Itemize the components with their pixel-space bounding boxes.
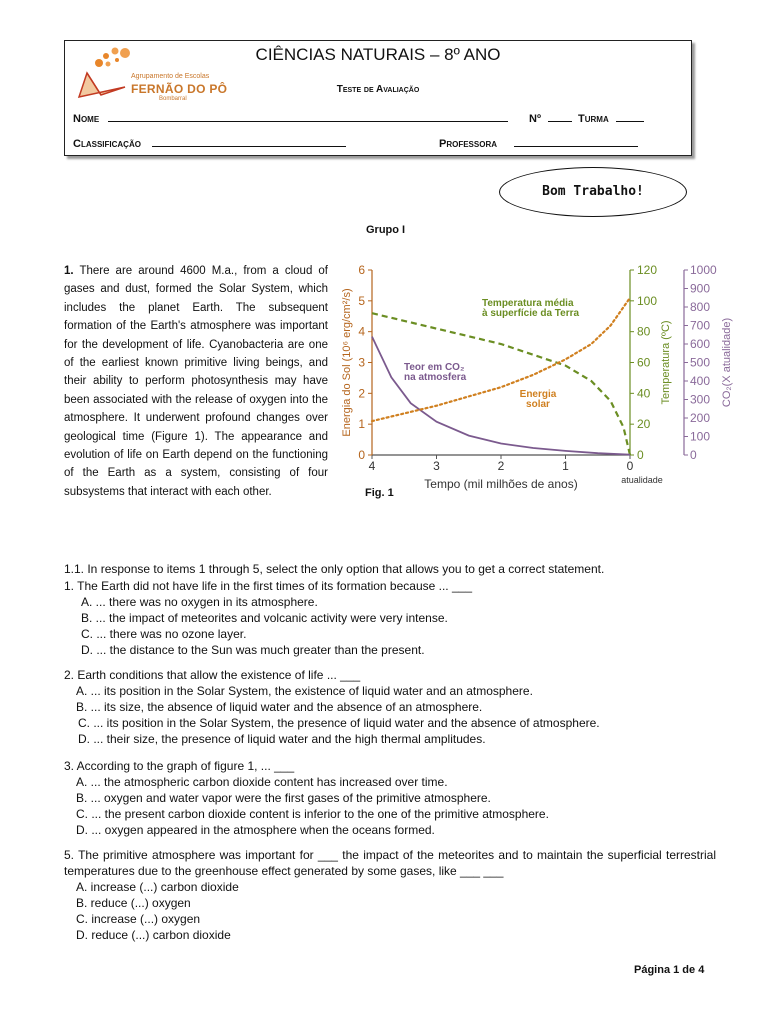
temp-tick-label: 120 [637, 263, 658, 277]
question-1-stem: 1. The Earth did not have life in the first times of its formation because ... ___ [64, 579, 472, 593]
header-box [64, 40, 692, 156]
intro-number: 1. [64, 265, 74, 277]
sun-tick-label: 5 [358, 293, 365, 308]
co2-axis-title: CO₂(X atualidade) [721, 317, 733, 408]
temp-tick-label: 20 [637, 417, 651, 432]
q2-option-a[interactable]: A. ... its position in the Solar System, the existence of liquid water and an atmosphere. [76, 684, 533, 698]
solar-series-label: Energia [519, 389, 557, 400]
co2-tick-label: 100 [690, 429, 711, 444]
sun-axis-title: Energia do Sol (10⁶ erg/cm²/s) [341, 288, 353, 437]
document-subtitle: Teste de Avaliação [336, 84, 420, 95]
question-2-stem: 2. Earth conditions that allow the existence of life ... ___ [64, 668, 361, 682]
grade-label: Classificação [73, 138, 141, 150]
co2-tick-label: 300 [690, 392, 711, 407]
class-label: Turma [578, 113, 609, 125]
co2-tick-label: 500 [690, 355, 711, 370]
q1-option-b[interactable]: B. ... the impact of meteorites and volcanic activity were very intense. [81, 611, 448, 625]
q5-option-d[interactable]: D. reduce (...) carbon dioxide [76, 928, 231, 942]
temp-tick-label: 0 [637, 448, 644, 462]
q1-option-a[interactable]: A. ... there was no oxygen in its atmosphere. [81, 595, 318, 609]
teacher-blank[interactable] [514, 137, 638, 147]
q5-option-a[interactable]: A. increase (...) carbon dioxide [76, 880, 239, 894]
q5-option-c[interactable]: C. increase (...) oxygen [76, 912, 201, 926]
intro-text: There are around 4600 M.a., from a cloud of gases and dust, formed the Solar System, which includes the planet Earth. The subsequent formation of the Earth's atmosphere was important for the development of life. Cyanobacteria are one of the earliest known primitive living beings, and their ability to perform photosynthesis may have been associated with the release of oxygen into the atmosphere. It underwent profound changes over geological time (Figure 1). The appearance and evolution of life on Earth depend on the functioning of the Earth as a system, consisting of four subsystems that interact with each other. [64, 265, 328, 498]
name-label: Nome [73, 113, 100, 125]
q3-option-a[interactable]: A. ... the atmospheric carbon dioxide content has increased over time. [76, 775, 448, 789]
logo-line2: FERNÃO DO PÔ [131, 82, 228, 96]
teacher-field[interactable] [439, 137, 638, 150]
name-field[interactable] [73, 112, 508, 125]
grade-blank[interactable] [152, 137, 346, 147]
teacher-label: Professora [439, 138, 498, 150]
document-title: CIÊNCIAS NATURAIS – 8º ANO [255, 45, 501, 64]
co2-tick-label: 1000 [690, 263, 717, 277]
question-3-stem: 3. According to the graph of figure 1, ... ___ [64, 759, 295, 773]
temp-tick-label: 60 [637, 355, 651, 370]
question-instruction: 1.1. In response to items 1 through 5, select the only option that allows you to get a correct statement. [64, 562, 605, 576]
temperature-series-label: Temperatura média [482, 298, 574, 309]
temp-axis-title: Temperatura (ºC) [660, 320, 672, 405]
solar-series-label: solar [526, 399, 550, 410]
sun-tick-label: 6 [358, 263, 365, 277]
grade-field[interactable] [73, 137, 346, 150]
q2-option-c[interactable]: C. ... its position in the Solar System, the presence of liquid water and the absence of atmosphere. [78, 716, 600, 730]
co2-tick-label: 800 [690, 300, 711, 314]
figure-caption: Fig. 1 [365, 487, 394, 499]
greeting-ellipse [499, 167, 687, 217]
intro-paragraph [64, 262, 328, 501]
figure-1-chart [334, 258, 734, 498]
number-blank[interactable] [548, 112, 572, 122]
logo-line1: Agrupamento de Escolas [131, 73, 210, 80]
page-number: Página 1 de 4 [634, 964, 705, 976]
number-field[interactable] [529, 112, 572, 125]
q3-option-c[interactable]: C. ... the present carbon dioxide content is inferior to the one of the primitive atmosphere. [76, 807, 549, 821]
temp-tick-label: 40 [637, 386, 651, 401]
question-5-stem: 5. The primitive atmosphere was important for ___ the impact of the meteorites and to maintain the superficial terrestrial temperatures due to the greenhouse effect generated by some gases, like ___ ___ [64, 848, 716, 878]
co2-series-label: Teor em CO₂ [404, 362, 465, 373]
temperature-series-label: à superfície da Terra [482, 308, 580, 319]
chart-labels [404, 298, 580, 410]
co2-tick-label: 600 [690, 337, 711, 351]
co2-series-label: na atmosfera [404, 372, 467, 383]
class-field[interactable] [578, 112, 644, 125]
class-blank[interactable] [616, 112, 644, 122]
question-1 [64, 578, 472, 658]
question-5 [64, 879, 239, 943]
x-tick-label: 3 [433, 459, 440, 473]
question-3 [64, 758, 549, 838]
q1-option-c[interactable]: C. ... there was no ozone layer. [81, 627, 247, 641]
x-tick-label: 1 [562, 459, 569, 473]
x-tick-label: 4 [368, 459, 376, 473]
co2-tick-label: 200 [690, 411, 711, 425]
x-end-label: atualidade [621, 475, 663, 485]
series-line-temp [372, 313, 630, 455]
q2-option-b[interactable]: B. ... its size, the absence of liquid water and the absence of an atmosphere. [76, 700, 483, 714]
q3-option-d[interactable]: D. ... oxygen appeared in the atmosphere when the oceans formed. [76, 823, 435, 837]
sun-tick-label: 4 [358, 324, 365, 339]
sun-tick-label: 0 [358, 448, 365, 462]
co2-tick-label: 900 [690, 281, 711, 296]
question-2 [64, 667, 600, 747]
sun-tick-label: 1 [358, 417, 365, 432]
co2-tick-label: 400 [690, 374, 711, 388]
co2-tick-label: 700 [690, 318, 711, 333]
x-axis-title: Tempo (mil milhões de anos) [424, 477, 578, 491]
co2-tick-label: 0 [690, 448, 697, 462]
name-blank[interactable] [108, 112, 508, 122]
temp-tick-label: 100 [637, 293, 658, 308]
x-tick-label: 0 [626, 459, 634, 473]
group-title: Grupo I [366, 224, 406, 236]
x-tick-label: 2 [497, 459, 505, 473]
temp-tick-label: 80 [637, 324, 651, 339]
sun-tick-label: 3 [358, 355, 365, 370]
greeting-text: Bom Trabalho! [542, 184, 644, 199]
q5-option-b[interactable]: B. reduce (...) oxygen [76, 896, 191, 910]
q2-option-d[interactable]: D. ... their size, the presence of liquid water and the high thermal amplitudes. [78, 732, 486, 746]
logo-line3: Bombarral [159, 96, 187, 102]
q1-option-d[interactable]: D. ... the distance to the Sun was much greater than the present. [81, 643, 425, 657]
number-label: Nº [529, 113, 541, 125]
sun-tick-label: 2 [358, 386, 365, 401]
series-line-co2 [372, 337, 630, 455]
q3-option-b[interactable]: B. ... oxygen and water vapor were the first gases of the primitive atmosphere. [76, 791, 491, 805]
